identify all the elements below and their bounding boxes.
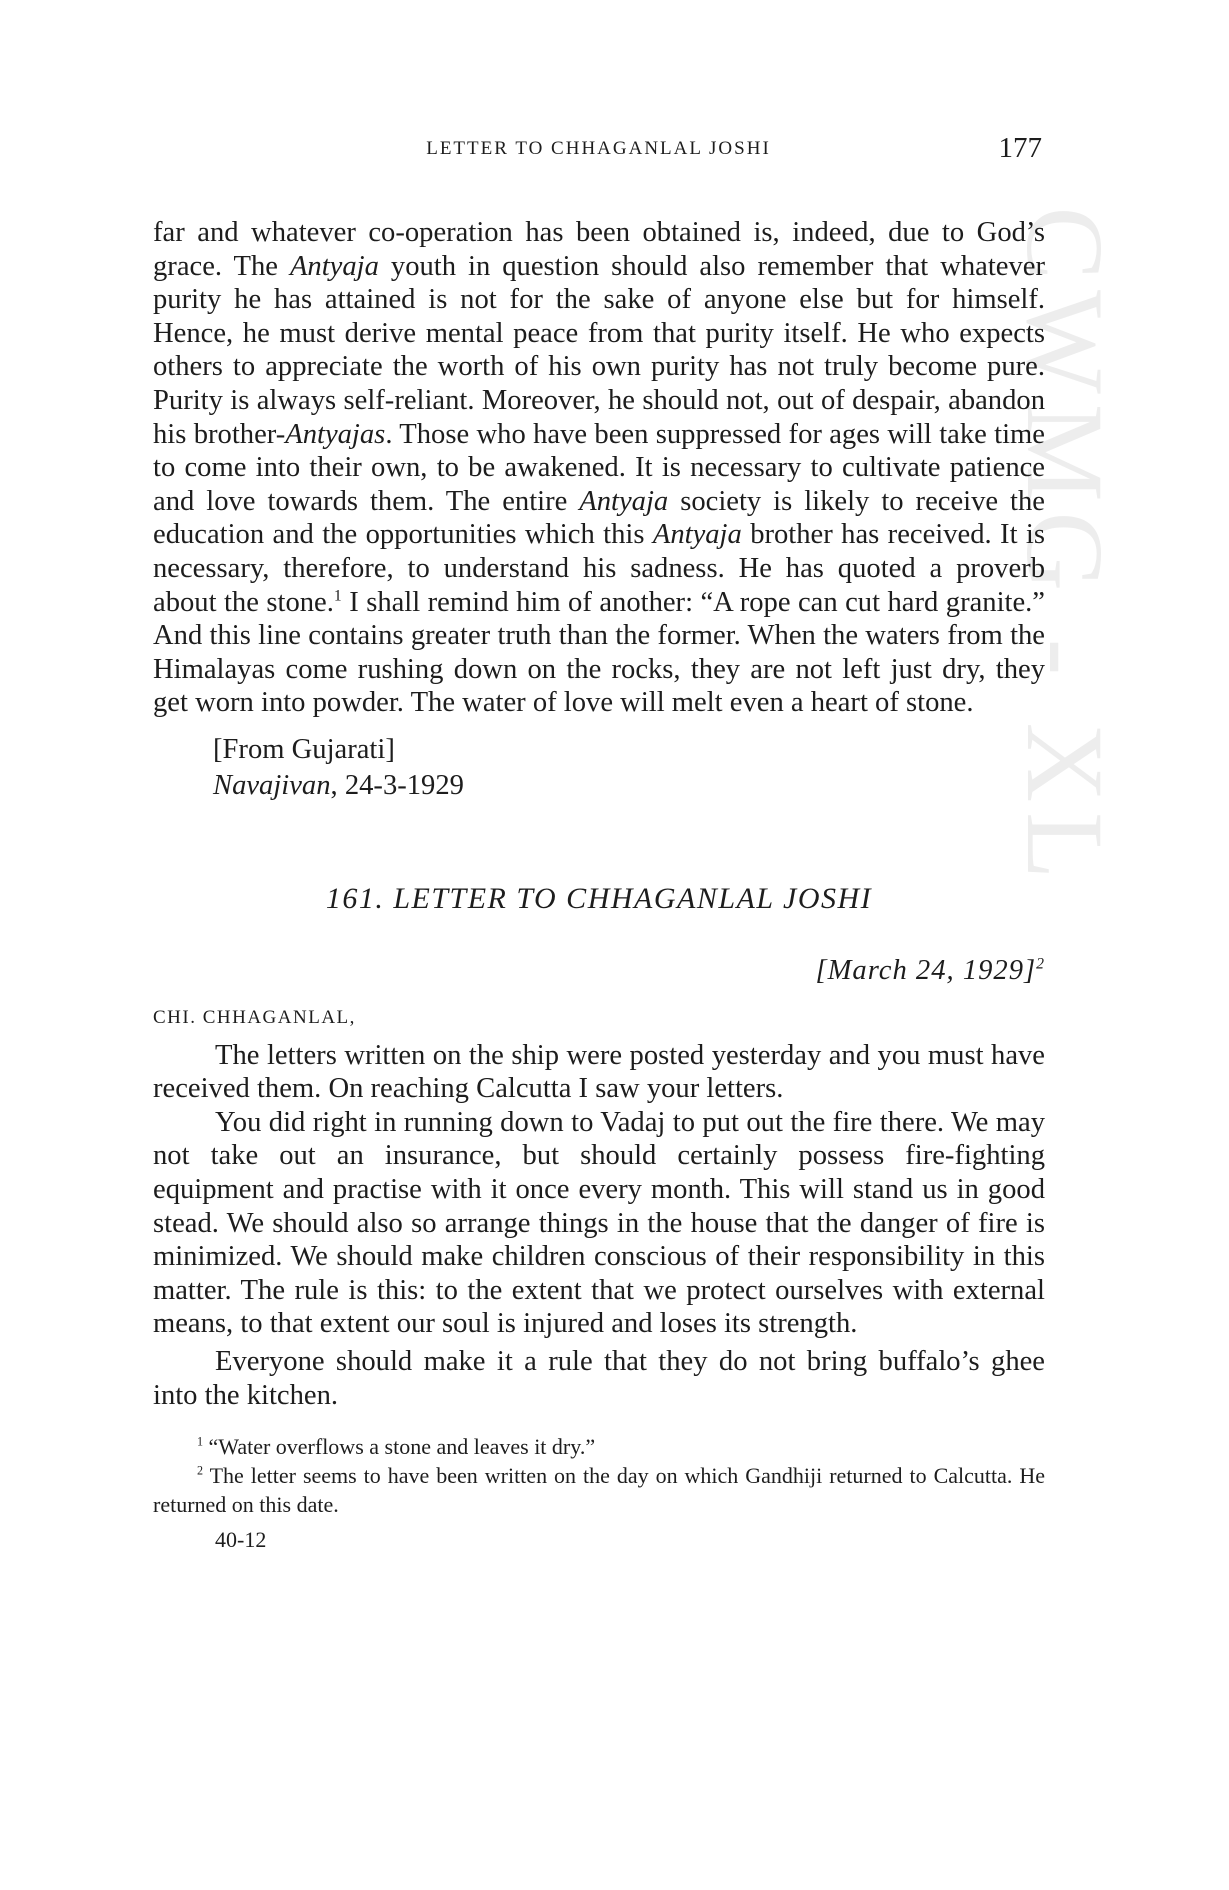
document-heading: 161. LETTER TO CHHAGANLAL JOSHI (325, 881, 873, 915)
footnote-reference[interactable]: 1 (333, 587, 342, 604)
source-note: [From Gujarati] (213, 733, 395, 765)
footnotes (153, 1432, 1045, 1554)
footnote: $^2$ The letter seems to have been written on the day on which Gandhiji returned to Calcutta. He returned on this date. (153, 1463, 1045, 1518)
salutation: CHI. CHHAGANLAL, (153, 1007, 356, 1029)
source-publication: Navajivan (213, 769, 331, 801)
letter-paragraph: You did right in running down to Vadaj to put out the fire there. We may not take out an insurance, but should certainly possess fire-fighting equipment and practise with it once every month. This will stand us in good stead. We should also so arrange things in the house that the danger of fire is minimized. We should make children conscious of their responsibility in this matter. The rule is this: to the extent that we protect ourselves with external means, to that extent our soul is injured and loses its strength. (153, 1106, 1045, 1340)
letter-paragraph: The letters written on the ship were posted yesterday and you must have received them. On reaching Calcutta I saw your letters. (153, 1039, 1045, 1105)
page-number: 177 (998, 132, 1042, 164)
footnote-reference[interactable]: 2 (1036, 954, 1045, 972)
letter-paragraph: Everyone should make it a rule that they do not bring buffalo’s ghee into the kitchen. (153, 1346, 1045, 1411)
footnote: $^1$ “Water overflows a stone and leaves it dry.” (197, 1434, 596, 1460)
page-body (153, 216, 1045, 1554)
source-citation (213, 732, 1045, 804)
running-title: LETTER TO CHHAGANLAL JOSHI (426, 138, 771, 159)
source-date: , 24-3-1929 (330, 769, 464, 801)
dateline: [March 24, 1929]$^2$ (815, 954, 1045, 986)
continued-paragraph: far and whatever co-operation has been obtained is, indeed, due to God’s grace. The Antyaja youth in question should also remember that whatever purity he has attained is not for the sake of anyone else but for himself. Hence, he must derive mental peace from that purity itself. He who expects others to appreciate the worth of his own purity has not truly become pure. Purity is always self-reliant. Moreover, he should not, out of despair, abandon his brother-Antyajas. Those who have been suppressed for ages will take time to come into their own, to be awakened. It is necessary to cultivate patience and love towards them. The entire Antyaja society is likely to receive the education and the opportunities which this Antyaja brother has received. It is necessary, therefore, to understand his sadness. He has quoted a proverb about the stone.$^1$ I shall remind him of another: “A rope can cut hard granite.” And this line contains greater truth than the former. When the waters from the Himalayas come rushing down on the rocks, they are not left just dry, they get worn into powder. The water of love will melt even a heart of stone. (153, 217, 1045, 719)
running-head (155, 132, 1042, 170)
watermark: CWMG - XL (1004, 206, 1126, 890)
sheet-code: 40-12 (215, 1527, 267, 1553)
